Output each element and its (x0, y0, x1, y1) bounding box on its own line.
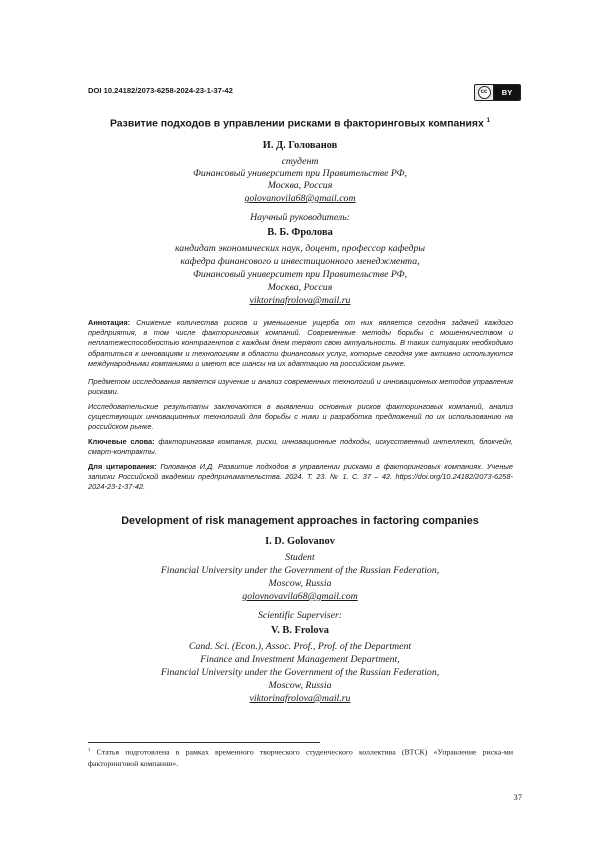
supervisor-email-en: viktorinafrolova@mail.ru (60, 693, 540, 704)
keywords-paragraph: Ключевые слова: факторинговая компания, риски, инновационные подходы, искусственный интеллект, блокчейн, смарт-контракты. (88, 437, 513, 457)
author-role-ru: студент (60, 156, 540, 167)
supervisor-line1-en: Cand. Sci. (Econ.), Assoc. Prof., Prof. of the Department (60, 641, 540, 652)
abstract-paragraph: Аннотация: Снижение количества рисков и уменьшение ущерба от них является сегодня задачей каждого предприятия, в том числе факторинговых компаний. Современные методы борьбы с мошенничеством и неплатежеспособностью контрагентов с каждым днем теряют свою актуальность. В таких ситуациях необходимо обратиться к инновациям и технологиям в области финансовых услуг, которые сегодня уже активно используются международными компаниями и имеют все шансы на их адаптацию на российском рынке. (88, 318, 513, 369)
citation-paragraph: Для цитирования: Голованов И.Д. Развитие подходов в управлении рисками в факторинговых компаниях. Ученые записки Российской академии предпринимательства. 2024. Т. 23. № 1. С. 37 – 42. https://doi.org/10.24182/2073-6258-2024-23-1-37-42. (88, 462, 513, 493)
footnote-divider (88, 742, 320, 743)
subject-paragraph: Предметом исследования является изучение и анализ современных технологий и инновационных методов управления рисками. (88, 377, 513, 397)
author-email-ru: golovanovila68@gmail.com (60, 193, 540, 204)
footnote: 1 Статья подготовлена в рамках временного творческого студенческого коллектива (ВТСК) «Управление риска-ми факторинговой компании». (88, 745, 513, 769)
supervisor-line2-en: Finance and Investment Management Department, (60, 654, 540, 665)
author-affiliation-en: Financial University under the Government of the Russian Federation, (60, 565, 540, 576)
supervisor-line3-ru: Финансовый университет при Правительстве РФ, (60, 269, 540, 280)
supervisor-label-en: Scientific Superviser: (60, 610, 540, 621)
creative-commons-icon: cc (475, 85, 494, 100)
author-city-en: Moscow, Russia (60, 578, 540, 589)
author-name-en: I. D. Golovanov (60, 536, 540, 547)
author-email-en: golovnovavila68@gmail.com (60, 591, 540, 602)
supervisor-name-ru: В. Б. Фролова (60, 227, 540, 238)
license-label: BY (494, 85, 520, 100)
page-number: 37 (492, 792, 522, 802)
author-city-ru: Москва, Россия (60, 180, 540, 191)
author-affiliation-ru: Финансовый университет при Правительстве РФ, (60, 168, 540, 179)
results-paragraph: Исследовательские результаты заключаются в выявлении основных рисков факторинговых компаний, анализ существующих инновационных технологий для борьбы с ними и разработка предложений по их использованию на российском рынке. (88, 402, 513, 433)
supervisor-email-ru: viktorinafrolova@mail.ru (60, 295, 540, 306)
supervisor-name-en: V. B. Frolova (60, 625, 540, 636)
supervisor-line2-ru: кафедра финансового и инвестиционного менеджмента, (60, 256, 540, 267)
article-title-en: Development of risk management approaches in factoring companies (60, 515, 540, 527)
cc-by-license-badge[interactable] (474, 84, 521, 101)
supervisor-line3-en: Financial University under the Government of the Russian Federation, (60, 667, 540, 678)
supervisor-city-en: Moscow, Russia (60, 680, 540, 691)
supervisor-label-ru: Научный руководитель: (60, 212, 540, 223)
article-title-ru: Развитие подходов в управлении рисками в факторинговых компаниях 1 (60, 118, 540, 129)
author-name-ru: И. Д. Голованов (60, 140, 540, 151)
title-footnote-mark: 1 (487, 118, 490, 124)
supervisor-line1-ru: кандидат экономических наук, доцент, профессор кафедры (60, 243, 540, 254)
author-role-en: Student (60, 552, 540, 563)
doi-line: DOI 10.24182/2073-6258-2024-23-1-37-42 (88, 86, 233, 95)
supervisor-city-ru: Москва, Россия (60, 282, 540, 293)
